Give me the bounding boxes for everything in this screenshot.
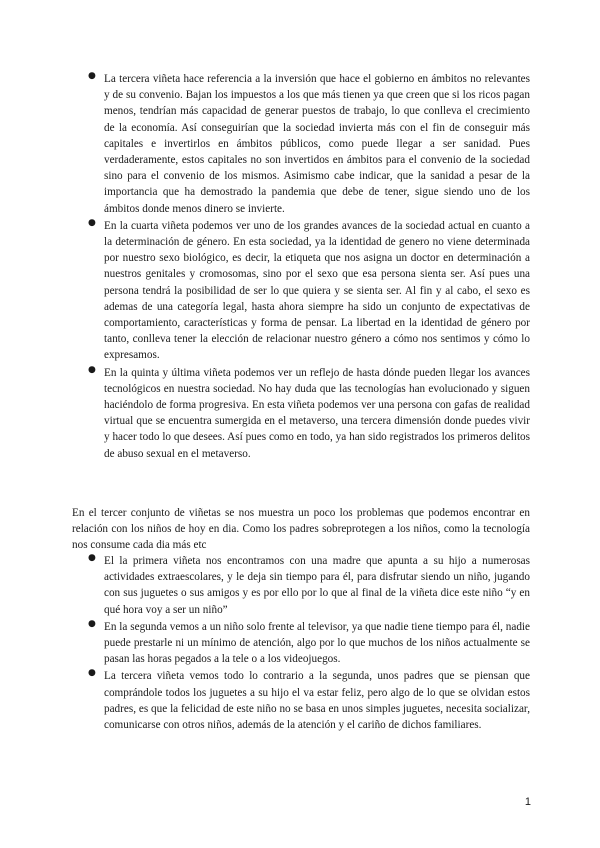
bullet-list-section-2	[72, 553, 530, 734]
list-item-text: En la quinta y última viñeta podemos ver un reflejo de hasta dónde pueden llegar los avances tecnológicos en nuestra sociedad. No hay duda que las tecnologías han evolucionado y siguen haciéndolo de forma progresiva. En esta viñeta podemos ver una persona con gafas de realidad virtual que se encuentra sumergida en el metaverso, una tercera dimensión donde puedes vivir y hacer todo lo que desees. Así pues como en todo, ya han sido registrados los primeros delitos de abuso sexual en el metaverso.	[104, 366, 530, 460]
bullet-icon: ●	[88, 618, 96, 629]
page-number: 1	[524, 796, 531, 808]
bullet-icon: ●	[88, 364, 96, 375]
list-item-text: La tercera viñeta vemos todo lo contrario a la segunda, unos padres que se piensan que comprándole todos los juguetes a su hijo el va estar feliz, pero algo de lo que se olvidan estos padres, es que la felicidad de este niño no se basa en unos simples juguetes, necesita socializar, comunicarse con otros niños, además de la atención y el cariño de dichos familiares.	[104, 670, 530, 732]
bullet-list-section-1	[72, 71, 530, 463]
bullet-icon: ●	[88, 217, 96, 228]
bullet-icon: ●	[88, 668, 96, 679]
list-item	[72, 553, 530, 618]
list-item	[72, 365, 530, 462]
list-item-text: En la segunda vemos a un niño solo frente al televisor, ya que nadie tiene tiempo para él, nadie puede prestarle ni un mínimo de atención, algo por lo que muchos de los niños actualmente se pasan las horas pegados a la tele o a los videojuegos.	[104, 620, 530, 666]
list-item	[72, 668, 530, 733]
bullet-icon: ●	[88, 553, 96, 563]
list-item	[72, 71, 530, 217]
list-item-text: El la primera viñeta nos encontramos con una madre que apunta a su hijo a numerosas actividades extraescolares, y le deja sin tiempo para él, para disfrutar siendo un niño, jugando con sus juguetes o sus amigos y es por ello por lo que al final de la viñeta dice este niño “y en qué hora voy a ser un niño”	[104, 555, 530, 616]
list-item-text: En la cuarta viñeta podemos ver uno de los grandes avances de la sociedad actual en cuanto a la determinación de género. En esta sociedad, ya la identidad de genero no viene determinada por nuestro sexo biológico, es decir, la etiqueta que nos asigna un doctor en determinación a nuestros genitales y cromosomas, sino por el sexo que esa persona sienta ser. Así pues una persona tendrá la posibilidad de ser lo que quiera y se sienta ser. Al fin y al cabo, el sexo es ademas de una categoría legal, hasta ahora siempre ha sido un conjunto de expectativas de comportamiento, características y forma de pensar. La libertad en la identidad de género por tanto, conlleva tener la elección de relacionar nuestro género a cómo nos sentimos y cómo lo expresamos.	[104, 219, 530, 362]
list-item	[72, 218, 530, 364]
list-item	[72, 619, 530, 668]
bullet-icon: ●	[88, 71, 96, 81]
intro-paragraph: En el tercer conjunto de viñetas se nos muestra un poco los problemas que podemos encontrar en relación con los niños de hoy en dia. Como los padres sobreprotegen a los niños, como la tecnología nos consume cada dia más etc	[72, 507, 530, 552]
list-item-text: La tercera viñeta hace referencia a la inversión que hace el gobierno en ámbitos no relevantes y de su convenio. Bajan los impuestos a los que más tienen ya que creen que si los ricos pagan menos, tendrían más capacidad de generar puestos de trabajo, lo que conlleva el crecimiento de la economía. Así conseguirían que la sociedad invierta más con el fin de conseguir más capitales e invertirlos en ámbitos públicos, como puede llegar a ser sanidad. Pues verdaderamente, estos capitales no son invertidos en ámbitos para el convenio de la sociedad sino para el convenio de los mismos. Asimismo cabe indicar, que la sanidad a pesar de la importancia que ha demostrado la pandemia que debe de tener, sigue siendo uno de los ámbitos donde menos dinero se invierte.	[104, 73, 530, 215]
